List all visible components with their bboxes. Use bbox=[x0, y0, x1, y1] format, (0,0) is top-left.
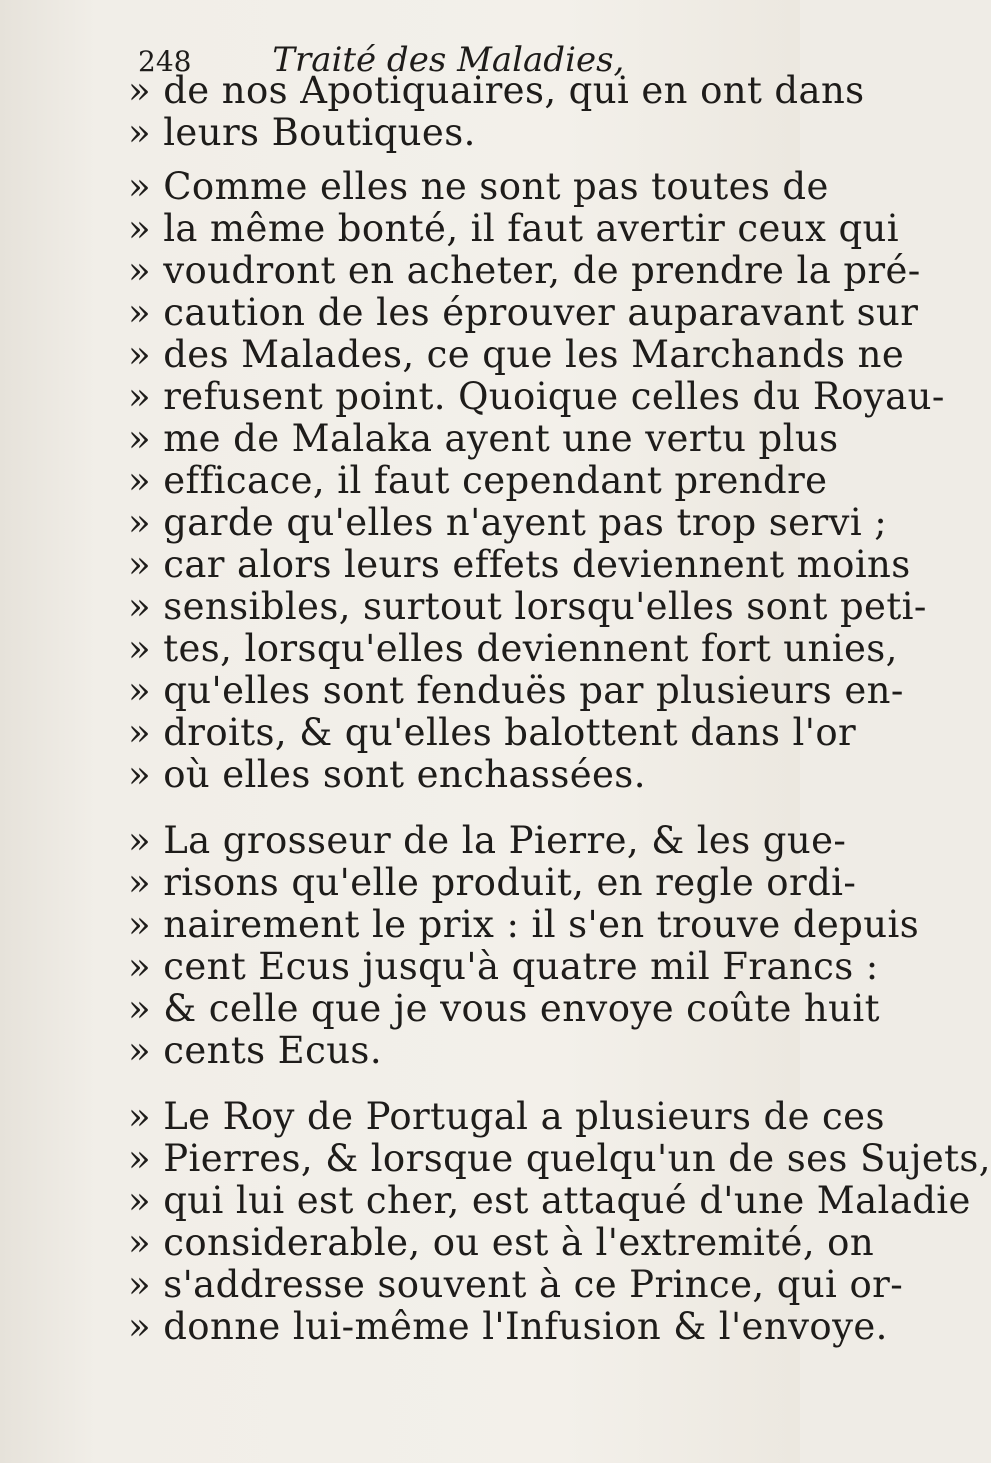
text-line: » me de Malaka ayent une vertu plus bbox=[128, 417, 839, 460]
text-line: » cents Ecus. bbox=[128, 1029, 382, 1072]
text-line: » caution de les éprouver auparavant sur bbox=[128, 291, 919, 334]
text-line: » cent Ecus jusqu'à quatre mil Francs : bbox=[128, 945, 879, 988]
text-line: » leurs Boutiques. bbox=[128, 111, 476, 154]
text-line: » droits, & qu'elles balottent dans l'or bbox=[128, 711, 857, 754]
body-text bbox=[128, 69, 991, 1348]
text-line: » sensibles, surtout lorsqu'elles sont peti- bbox=[128, 585, 927, 628]
text-line: » qui lui est cher, est attaqué d'une Maladie bbox=[128, 1179, 971, 1222]
text-line: » voudront en acheter, de prendre la pré- bbox=[128, 249, 921, 292]
text-line: » s'addresse souvent à ce Prince, qui or- bbox=[128, 1263, 904, 1306]
page-number: 248 bbox=[138, 45, 192, 78]
text-line: » tes, lorsqu'elles deviennent fort unies, bbox=[128, 627, 898, 670]
paragraph bbox=[128, 69, 865, 154]
text-line: » donne lui-même l'Infusion & l'envoye. bbox=[128, 1305, 888, 1348]
text-line: » efficace, il faut cependant prendre bbox=[128, 459, 828, 502]
text-line: » Comme elles ne sont pas toutes de bbox=[128, 165, 829, 208]
paragraph bbox=[128, 1095, 991, 1348]
text-line: » où elles sont enchassées. bbox=[128, 753, 646, 796]
text-line: » Pierres, & lorsque quelqu'un de ses Sujets, bbox=[128, 1137, 991, 1180]
paragraph bbox=[128, 165, 945, 796]
text-line: » risons qu'elle produit, en regle ordi- bbox=[128, 861, 857, 904]
text-line: » considerable, ou est à l'extremité, on bbox=[128, 1221, 875, 1264]
text-line: » garde qu'elles n'ayent pas trop servi ; bbox=[128, 501, 888, 544]
text-line: » & celle que je vous envoye coûte huit bbox=[128, 987, 880, 1030]
text-line: » la même bonté, il faut avertir ceux qui bbox=[128, 207, 900, 250]
text-line: » des Malades, ce que les Marchands ne bbox=[128, 333, 905, 376]
running-title: Traité des Maladies, bbox=[272, 40, 625, 80]
text-line: » refusent point. Quoique celles du Royau- bbox=[128, 375, 945, 418]
paragraph bbox=[128, 819, 920, 1072]
text-line: » car alors leurs effets deviennent moins bbox=[128, 543, 911, 586]
text-line: » nairement le prix : il s'en trouve depuis bbox=[128, 903, 920, 946]
text-line: » qu'elles sont fenduës par plusieurs en- bbox=[128, 669, 904, 712]
text-line: » de nos Apotiquaires, qui en ont dans bbox=[128, 69, 865, 112]
text-line: » Le Roy de Portugal a plusieurs de ces bbox=[128, 1095, 885, 1138]
text-line: » La grosseur de la Pierre, & les gue- bbox=[128, 819, 847, 862]
